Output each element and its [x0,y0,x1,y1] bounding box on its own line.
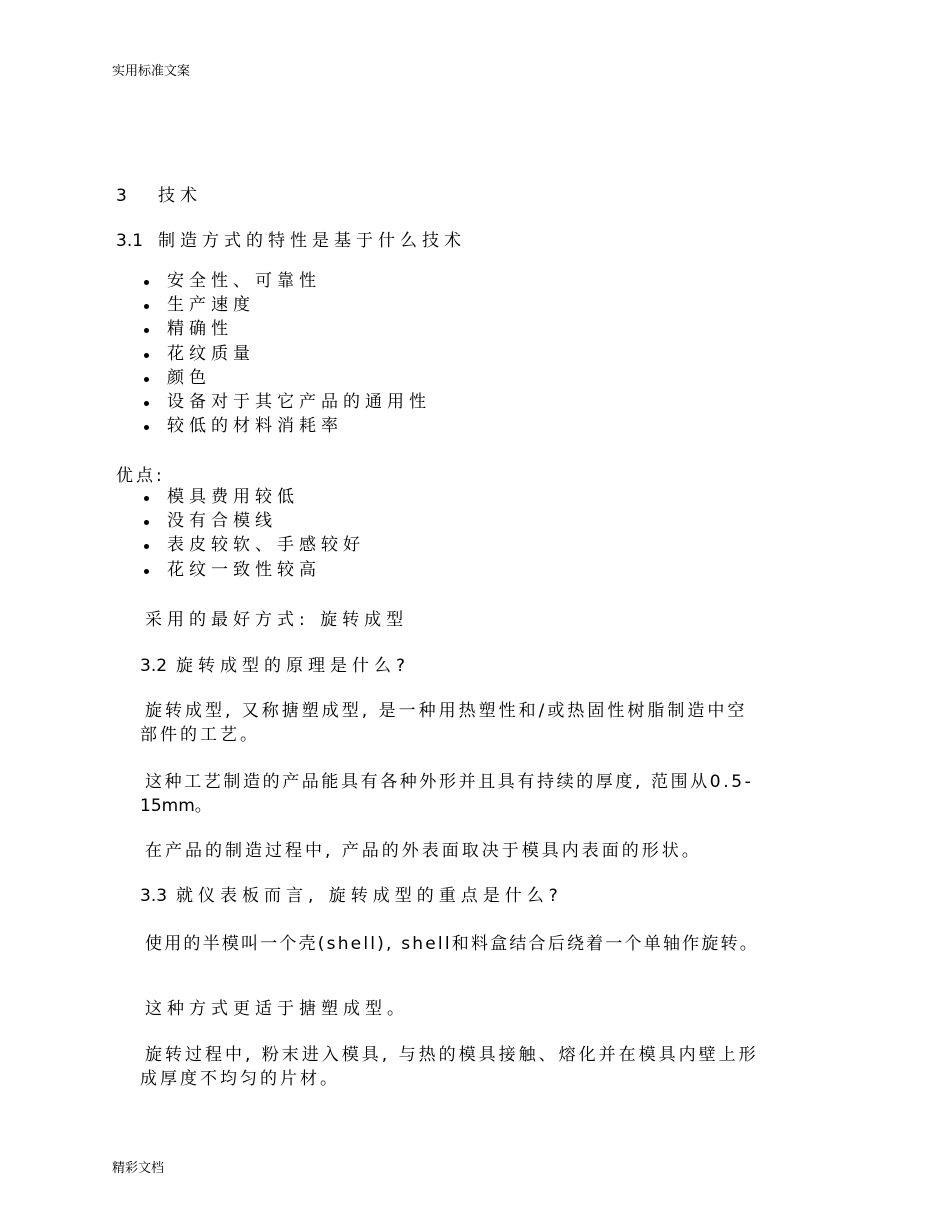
section-number: 3.2 [140,656,168,676]
section-3-2-heading [140,651,410,676]
section-3-heading [116,181,202,206]
page-footer: 精彩文档 [112,1161,165,1176]
bullet-icon [144,544,149,549]
section-3-3-heading [140,881,563,906]
section-number: 3.3 [140,886,168,906]
list-item: 花纹质量 [141,342,431,366]
list-item: 设备对于其它产品的通用性 [141,390,431,414]
paragraph-6-line-2: 成厚度不均匀的片材。 [140,1069,340,1089]
features-list [141,269,431,438]
paragraph-1-line-2: 部件的工艺。 [140,725,260,745]
section-title: 制造方式的特性是基于什么技术 [158,231,466,251]
section-number: 3.1 [116,231,144,251]
paragraph-3: 在产品的制造过程中, 产品的外表面取决于模具内表面的形状。 [145,841,702,861]
bullet-icon [144,353,149,358]
bullet-icon [144,401,149,406]
list-item: 没有合模线 [141,509,365,533]
section-3-1-heading [116,226,466,251]
list-item: 生产速度 [141,293,431,317]
section-number: 3 [116,186,132,206]
bullet-icon [144,377,149,382]
paragraph-1-line-1: 旋转成型, 又称搪塑成型, 是一种用热塑性和/或热固性树脂制造中空 [145,701,748,721]
advantages-list [141,485,365,582]
list-item: 较低的材料消耗率 [141,414,431,438]
bullet-icon [144,569,149,574]
bullet-icon [144,520,149,525]
paragraph-2-line-1: 这种工艺制造的产品能具有各种外形并且具有持续的厚度, 范围从0.5- [145,772,754,792]
advantages-label: 优点: [116,466,165,486]
paragraph-6-line-1: 旋转过程中, 粉末进入模具, 与热的模具接触、熔化并在模具内壁上形 [145,1045,759,1065]
list-item: 表皮较软、手感较好 [141,533,365,557]
list-item: 模具费用较低 [141,485,365,509]
bullet-icon [144,425,149,430]
page-header: 实用标准文案 [112,64,191,79]
paragraph-4: 使用的半模叫一个壳(shell), shell和料盒结合后绕着一个单轴作旋转。 [145,934,759,954]
bullet-icon [144,496,149,501]
section-title: 技术 [158,186,202,206]
list-item: 颜色 [141,366,431,390]
list-item: 花纹一致性较高 [141,558,365,582]
bullet-icon [144,304,149,309]
list-item: 安全性、可靠性 [141,269,431,293]
bullet-icon [144,280,149,285]
best-method-text: 采用的最好方式: 旋转成型 [145,610,409,630]
section-title: 就仪表板而言, 旋转成型的重点是什么? [176,886,563,906]
section-title: 旋转成型的原理是什么? [176,656,411,676]
paragraph-5: 这种方式更适于搪塑成型。 [145,999,409,1019]
paragraph-2-line-2: 15mm。 [140,796,212,816]
list-item: 精确性 [141,317,431,341]
bullet-icon [144,328,149,333]
